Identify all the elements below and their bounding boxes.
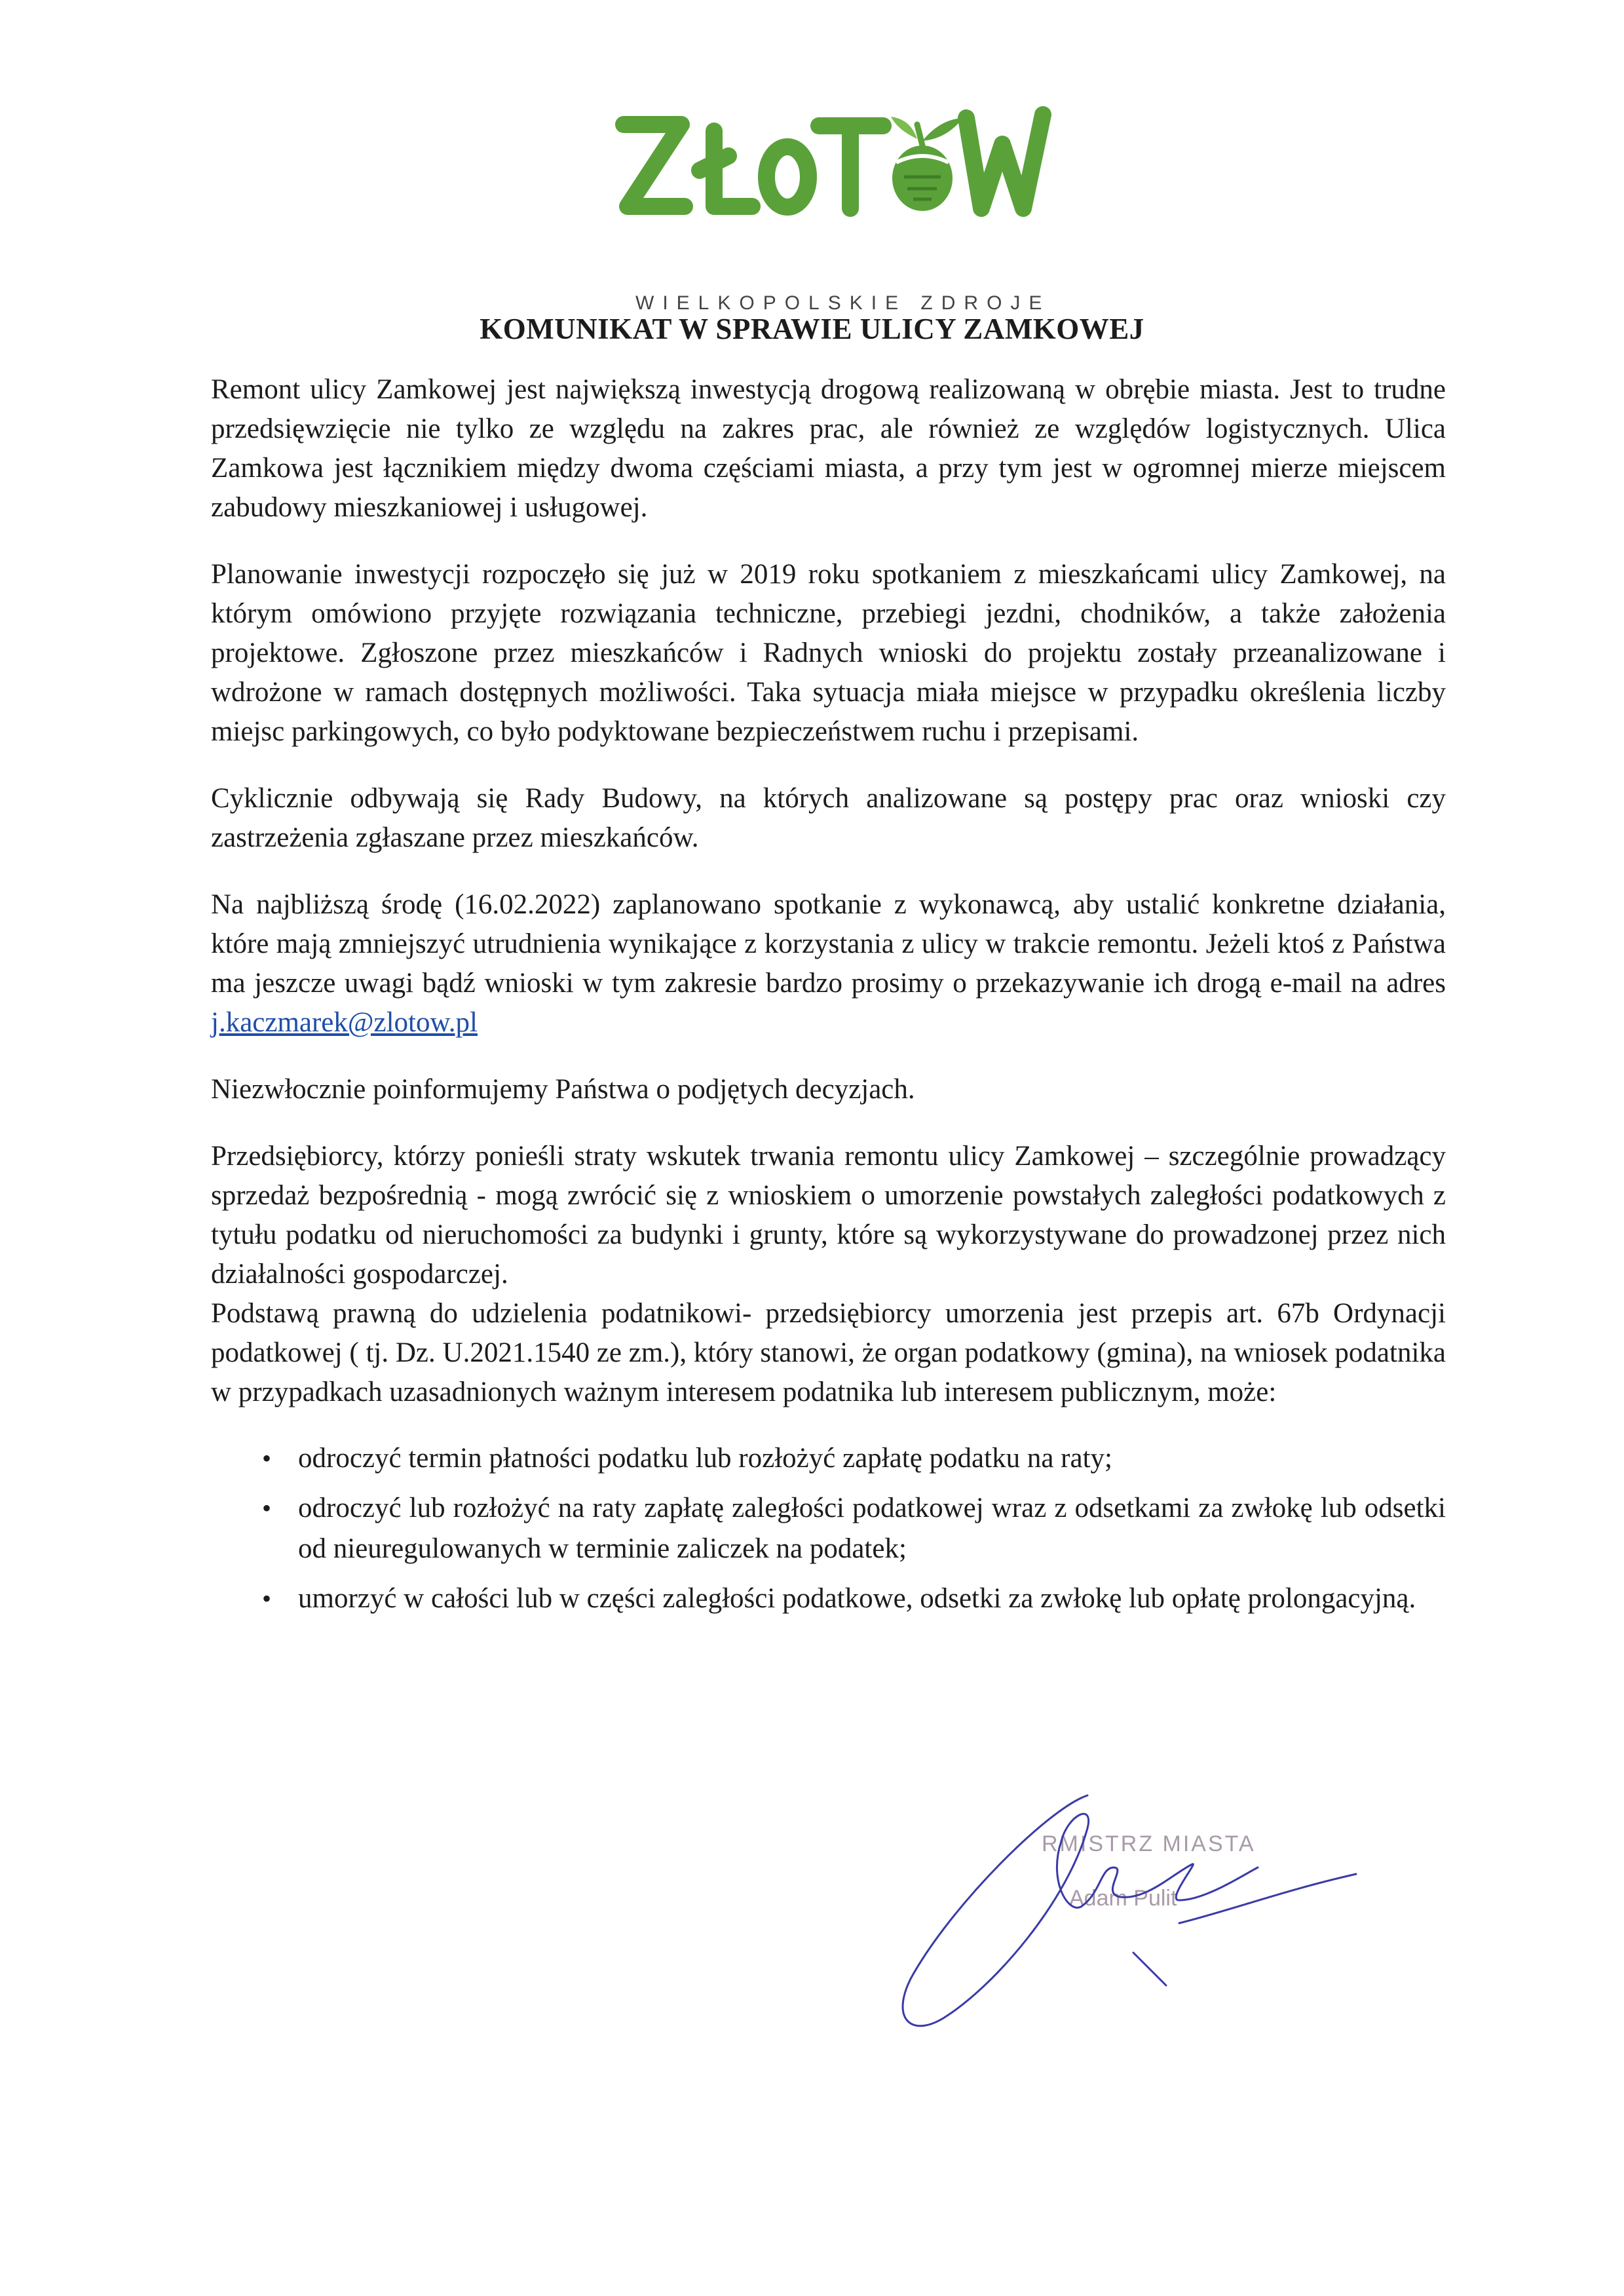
paragraph-2: Planowanie inwestycji rozpoczęło się już w 2019 roku spotkaniem z mieszkańcami ulicy Zamkowej, na którym omówiono przyjęte rozwiązania techniczne, przebiegi jezdni, chodników, a także założenia projektowe. Zgłoszone przez mieszkańców i Radnych wnioski do projektu zostały przeanalizowane i wdrożone w ramach dostępnych możliwości. Taka sytuacja miała miejsce w przypadku określenia liczby miejsc parkingowych, co było podyktowane bezpieczeństwem ruchu i przepisami. [211,559,1446,747]
paragraph-3: Cyklicznie odbywają się Rady Budowy, na których analizowane są postępy prac oraz wnioski czy zastrzeżenia zgłaszane przez mieszkańców. [211,783,1446,853]
bullet-icon: • [262,1444,272,1473]
list-item [211,1488,1446,1569]
paragraph-7: Podstawą prawną do udzielenia podatnikowi- przedsiębiorcy umorzenia jest przepis art. 67b Ordynacji podatkowej ( tj. Dz. U.2021.1540 ze zm.), który stanowi, że organ podatkowy (gmina), na wniosek podatnika w przypadkach uzasadnionych ważnym interesem podatnika lub interesem publicznym, może: [211,1298,1446,1407]
document-title: KOMUNIKAT W SPRAWIE ULICY ZAMKOWEJ [480,313,1144,345]
paragraph-5: Niezwłocznie poinformujemy Państwa o podjętych decyzjach. [211,1074,915,1105]
paragraph-1: Remont ulicy Zamkowej jest największą inwestycją drogową realizowaną w obrębie miasta. Jest to trudne przedsięwzięcie nie tylko ze względu na zakres prac, ale również ze względów logistycznych. Ulica Zamkowa jest łącznikiem między dwoma częściami miasta, a przy tym jest w ogromnej mierze miejscem zabudowy mieszkaniowej i usługowej. [211,374,1446,523]
stamp-role: RMISTRZ MIASTA [1042,1831,1256,1856]
document-body [211,370,1446,1628]
list-item-text: umorzyć w całości lub w części zaległości podatkowe, odsetki za zwłokę lub opłatę prolongacyjną. [298,1583,1416,1614]
bullet-list [211,1438,1446,1619]
paragraph-6: Przedsiębiorcy, którzy ponieśli straty wskutek trwania remontu ulicy Zamkowej – szczególnie prowadzący sprzedaż bezpośrednią - mogą zwrócić się z wnioskiem o umorzenie powstałych zaległości podatkowych z tytułu podatku od nieruchomości za budynki i grunty, które są wykorzystywane do prowadzonej przez nich działalności gospodarczej. [211,1141,1446,1290]
zlotow-logo-wordmark [609,79,1068,229]
email-link[interactable]: j.kaczmarek@zlotow.pl [211,1007,478,1038]
zlotow-logo [609,79,1068,314]
stamp-name: Adam Pulit [1069,1886,1177,1911]
list-item-text: odroczyć lub rozłożyć na raty zapłatę zaległości podatkowej wraz z odsetkami za zwłokę lub odsetki od nieuregulowanych w terminie zaliczek na podatek; [298,1493,1446,1564]
list-item-text: odroczyć termin płatności podatku lub rozłożyć zapłatę podatku na raty; [298,1443,1112,1474]
paragraph-4 [211,885,1446,1043]
logo-tagline: WIELKOPOLSKIE ZDROJE [635,292,1051,314]
bullet-icon: • [262,1493,272,1523]
list-item [211,1578,1446,1619]
handwritten-signature [852,1769,1376,2044]
bullet-icon: • [262,1584,272,1613]
paragraph-4-text: Na najbliższą środę (16.02.2022) zaplanowano spotkanie z wykonawcą, aby ustalić konkretne działania, które mają zmniejszyć utrudnienia wynikające z korzystania z ulicy w trakcie remontu. Jeżeli ktoś z Państwa ma jeszcze uwagi bądź wnioski w tym zakresie bardzo prosimy o przekazywanie ich drogą e-mail na adres [211,889,1446,999]
list-item [211,1438,1446,1479]
